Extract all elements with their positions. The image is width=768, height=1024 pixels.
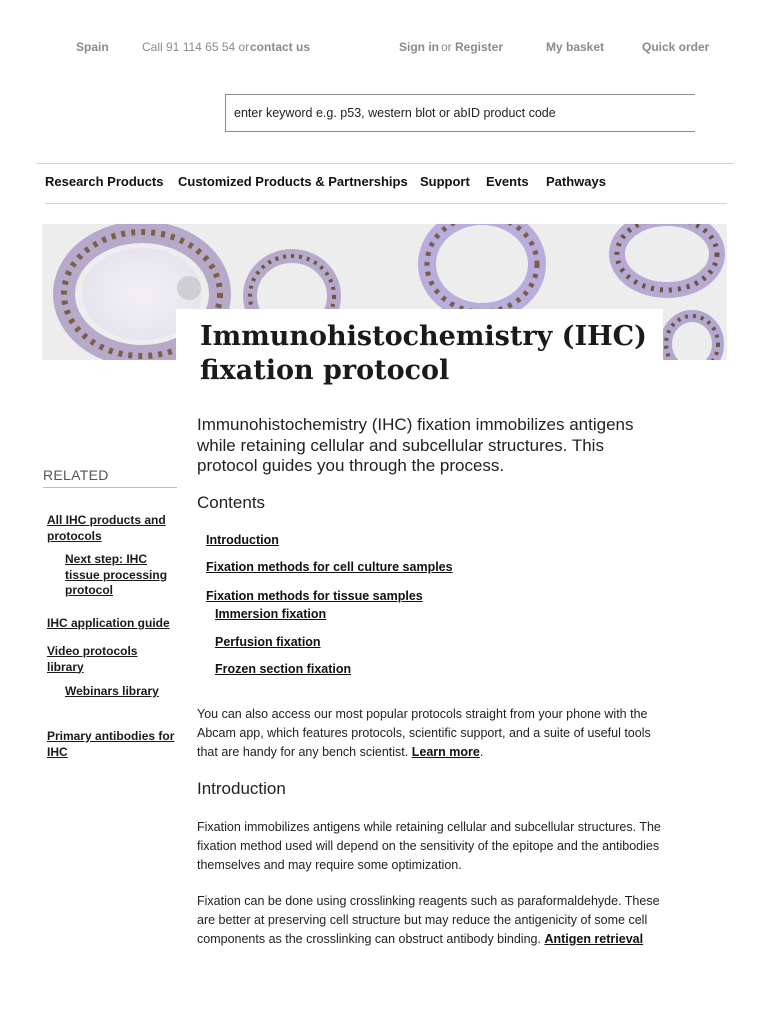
intro-paragraph-2-text: Fixation can be done using crosslinking reagents such as paraformaldehyde. These are better at preserving cell structure but may reduce the antigenicity of some cell components as the crosslinking can obstruct antibody binding.: [197, 894, 660, 946]
introduction-heading: Introduction: [197, 779, 286, 798]
app-paragraph-end: .: [479, 745, 484, 759]
intro-paragraph-2: [197, 892, 672, 949]
related-heading: RELATED: [43, 467, 109, 483]
search-placeholder: enter keyword e.g. p53, western blot or abID product code: [234, 106, 556, 120]
nav-item-pathways[interactable]: Pathways: [546, 174, 606, 189]
quick-order-link[interactable]: Quick order: [642, 40, 710, 54]
or-text: or: [441, 40, 452, 54]
country-selector[interactable]: Spain: [76, 40, 109, 54]
my-basket-link[interactable]: My basket: [546, 40, 605, 54]
related-link-all-ihc[interactable]: All IHC products and protocols: [47, 513, 166, 543]
app-paragraph-text: You can also access our most popular protocols straight from your phone with the Abcam app, which features protocols, scientific support, and a suite of useful tools that are handy for any bench scientist.: [197, 707, 651, 759]
nav-item-customized-products[interactable]: Customized Products & Partnerships: [178, 174, 408, 189]
phone-text: Call 91 114 65 54 or: [142, 40, 250, 54]
nav-item-support[interactable]: Support: [420, 174, 470, 189]
intro-paragraph-1: Fixation immobilizes antigens while retaining cellular and subcellular structures. The fixation method used will depend on the sensitivity of the epitope and the antibodies themselves and may require some optimization.: [197, 820, 661, 872]
toc-link-perfusion[interactable]: Perfusion fixation: [215, 635, 321, 649]
antigen-retrieval-link[interactable]: Antigen retrieval: [544, 932, 644, 946]
title-line-2: fixation protocol: [200, 355, 450, 386]
toc-link-cell-culture[interactable]: Fixation methods for cell culture samples: [206, 560, 453, 574]
related-link-ihc-guide[interactable]: IHC application guide: [47, 616, 170, 630]
app-paragraph: [197, 705, 672, 762]
toc-link-tissue-samples[interactable]: Fixation methods for tissue samples: [206, 589, 423, 603]
nav-item-events[interactable]: Events: [486, 174, 529, 189]
lead-paragraph: Immunohistochemistry (IHC) fixation immobilizes antigens while retaining cellular and subcellular structures. This protocol guides you through the process.: [197, 415, 634, 475]
toc-link-immersion[interactable]: Immersion fixation: [215, 607, 327, 621]
divider: [45, 203, 727, 204]
register-link[interactable]: Register: [455, 40, 504, 54]
sign-in-link[interactable]: Sign in: [399, 40, 439, 54]
learn-more-link[interactable]: Learn more: [411, 745, 480, 759]
toc-link-introduction[interactable]: Introduction: [206, 533, 279, 547]
related-link-next-step[interactable]: Next step: IHC tissue processing protocol: [65, 552, 168, 597]
search-input[interactable]: [225, 94, 695, 132]
divider: [36, 163, 734, 164]
page-title: [200, 320, 660, 388]
contact-us-link[interactable]: contact us: [250, 40, 311, 54]
contents-heading: Contents: [197, 493, 266, 512]
divider: [43, 487, 177, 488]
title-line-1: Immunohistochemistry (IHC): [200, 321, 647, 352]
toc-link-frozen-section[interactable]: Frozen section fixation: [215, 662, 352, 676]
related-link-webinars[interactable]: Webinars library: [65, 684, 159, 698]
related-link-primary-antibodies[interactable]: Primary antibodies for IHC: [47, 729, 175, 759]
nav-item-research-products[interactable]: Research Products: [45, 174, 164, 189]
utility-bar: [0, 40, 768, 56]
related-link-video-protocols[interactable]: Video protocols library: [47, 644, 138, 674]
